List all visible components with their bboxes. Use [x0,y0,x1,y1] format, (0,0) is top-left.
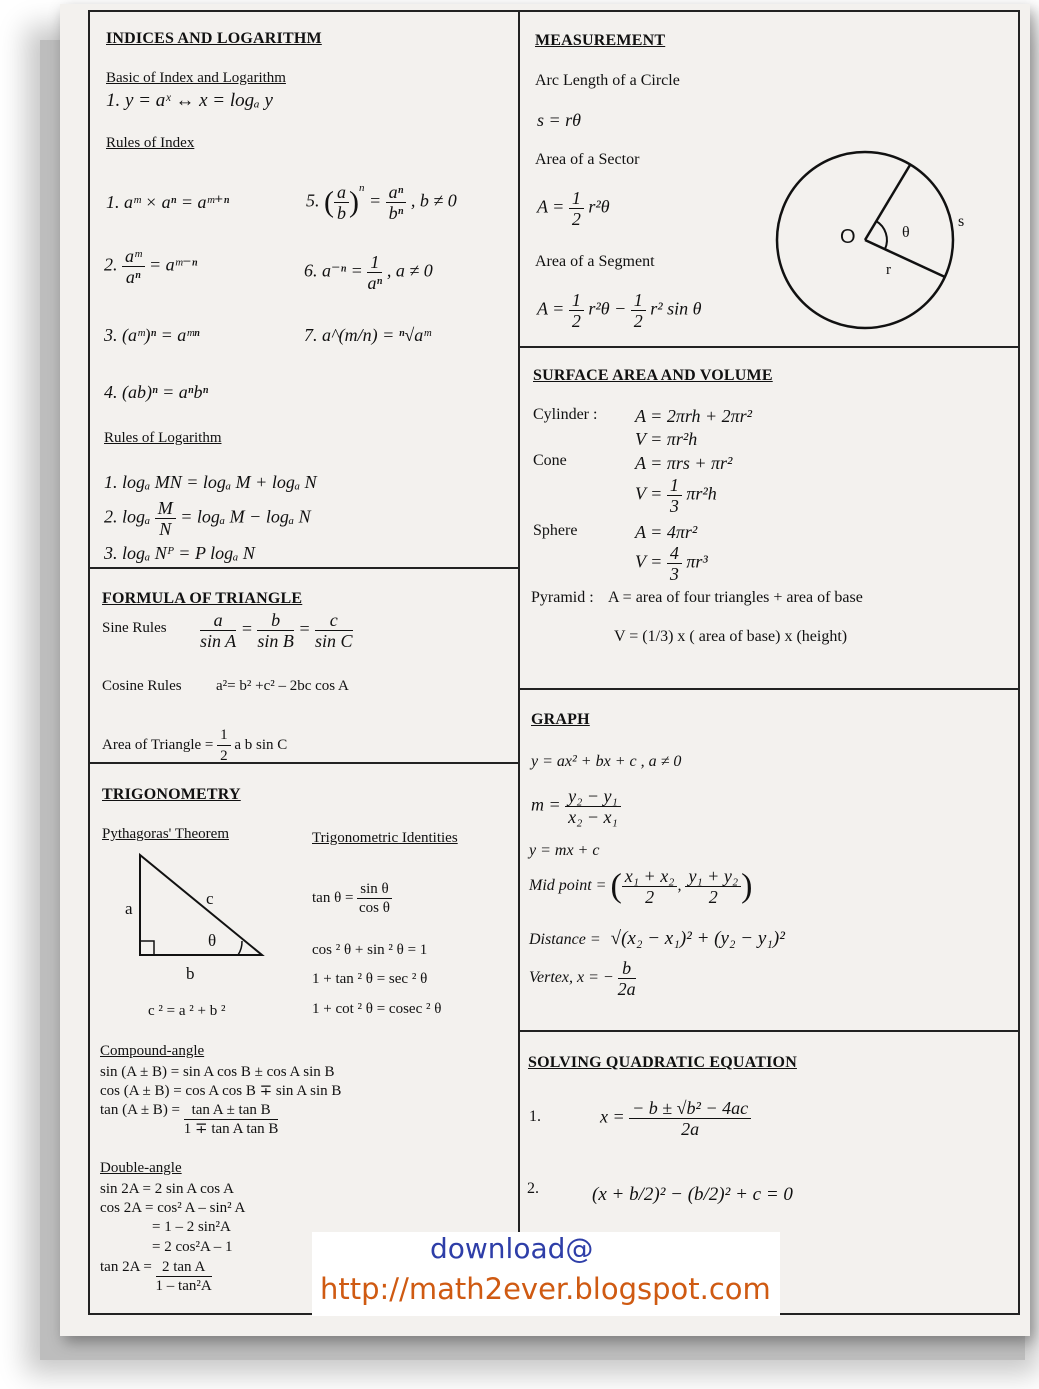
circle-sector-diagram [770,145,960,335]
sector-formula: A = $\frac{1}{2}$ r²θ [537,188,610,229]
indices-title: INDICES AND LOGARITHM [106,30,322,47]
index-rule-2: 2. $\frac{\text{aᵐ}}{\text{aⁿ}}$ = aᵐ⁻ⁿ [104,246,198,287]
quadratic-graph: y = ax² + bx + c , a ≠ 0 [531,753,682,770]
arc-length-formula: s = rθ [537,110,581,130]
pyramid-label: Pyramid : [531,589,594,606]
triangle-area: Area of Triangle = $\frac{1}{2}$ a b sin C [102,727,288,764]
side-a-label: a [125,899,133,918]
index-rule-3: 3. (aᵐ)ⁿ = aᵐⁿ [104,325,200,345]
index-rule-5: 5. ( $\frac{a}{b}$ )$^n$ = $\frac{\text{aⁿ}}{\text{bⁿ}}$ , b ≠ 0 [306,182,457,223]
completing-square: (x + b/2)² − (b/2)² + c = 0 [592,1184,793,1205]
quadratic-title: SOLVING QUADRATIC EQUATION [528,1054,797,1071]
cylinder-label: Cylinder : [533,406,598,423]
triangle-title: FORMULA OF TRIANGLE [102,590,303,607]
divider-indices-triangle [88,567,520,569]
rules-log-title: Rules of Logarithm [104,430,222,446]
column-divider [518,10,520,1315]
circle-angle-label: θ [902,224,910,241]
tan-identity: tan θ = $\frac{\text{sin θ}}{\text{cos θ}}$ [312,881,390,916]
cylinder-area: A = 2πrh + 2πr² [635,406,753,426]
index-rule-4: 4. (ab)ⁿ = aⁿbⁿ [104,382,209,402]
divider-measurement-surface [520,346,1020,348]
sector-title: Area of a Sector [535,151,640,168]
gradient-formula: m = $\frac{\text{y₂ − y₁}}{\text{x₂ − x₁}}$ [531,786,621,827]
cosine-rule-formula: a²= b² +c² – 2bc cos A [216,678,349,694]
compound-cos: cos (A ± B) = cos A cos B ∓ sin A sin B [100,1083,342,1099]
double-sin: sin 2A = 2 sin A cos A [100,1181,234,1197]
compound-angle-title: Compound-angle [100,1043,205,1059]
cylinder-volume: V = πr²h [635,429,698,449]
identity-3: 1 + cot ² θ = cosec ² θ [312,1001,442,1017]
download-label: download@ [430,1232,594,1265]
pythagoras-formula: c ² = a ² + b ² [148,1003,226,1019]
distance-formula: Distance = √(x₂ − x₁)² + (y₂ − y₁)² [529,928,785,949]
cosine-rule-label: Cosine Rules [102,678,182,694]
double-angle-title: Double-angle [100,1160,182,1176]
rules-index-title: Rules of Index [106,135,195,151]
identity-1: cos ² θ + sin ² θ = 1 [312,942,428,958]
cone-volume: V = $\frac{1}{3}$ πr²h [635,475,717,516]
log-rule-3: 3. logₐ Nᴾ = P logₐ N [104,543,255,563]
download-link[interactable]: http://math2ever.blogspot.com [320,1272,771,1306]
circle-arc-label: s [958,213,965,230]
measurement-title: MEASUREMENT [535,32,666,49]
double-tan: tan 2A = $\frac{\text{2 tan A}}{\text{1 – tan²A}}$ [100,1259,212,1294]
pythagoras-title: Pythagoras' Theorem [102,826,229,842]
midpoint-formula: Mid point = ( $\frac{\text{x₁ + x₂}}{2}$ , $\frac{\text{y₁ + y₂}}{2}$ ) [529,866,753,907]
line-equation: y = mx + c [529,842,600,859]
identity-2: 1 + tan ² θ = sec ² θ [312,971,428,987]
right-triangle-diagram [120,845,280,970]
segment-title: Area of a Segment [535,253,655,270]
sine-rule-label: Sine Rules [102,620,167,636]
sphere-volume: V = $\frac{4}{3}$ πr³ [635,543,708,584]
trig-title: TRIGONOMETRY [102,786,241,803]
basic-index-title: Basic of Index and Logarithm [106,70,286,86]
pyramid-area: A = area of four triangles + area of base [608,589,863,606]
segment-formula: A = $\frac{1}{2}$ r²θ − $\frac{1}{2}$ r² sin θ [537,290,702,331]
quadratic-formula: x = $\frac{\text{− b ± √b² − 4ac}}{2a}$ [600,1098,751,1139]
compound-sin: sin (A ± B) = sin A cos B ± cos A sin B [100,1064,335,1080]
log-rule-2: 2. logₐ $\frac{M}{N}$ = logₐ M − logₐ N [104,498,311,539]
quadratic-item-1-number: 1. [529,1108,541,1125]
basic-formula: 1. y = aˣ ↔ x = logₐ y [106,90,273,111]
sphere-label: Sphere [533,522,578,539]
compound-tan: tan (A ± B) = $\frac{\text{tan A ± tan B}}{\text{1 ∓ tan A tan B}}$ [100,1102,279,1137]
arc-length-title: Arc Length of a Circle [535,72,680,89]
index-rule-1: 1. aᵐ × aⁿ = aᵐ⁺ⁿ [106,192,230,212]
side-c-label: c [206,889,214,908]
double-cos-2: = 1 – 2 sin²A [152,1219,231,1235]
double-cos-3: = 2 cos²A – 1 [152,1239,233,1255]
vertex-formula: Vertex, x = − $\frac{b}{2a}$ [529,958,636,999]
side-b-label: b [186,964,195,983]
cone-label: Cone [533,452,567,469]
angle-theta-label: θ [208,931,217,950]
divider-surface-graph [520,688,1020,690]
identities-title: Trigonometric Identities [312,830,458,846]
index-rule-7: 7. a^(m/n) = ⁿ√aᵐ [304,325,431,345]
sphere-area: A = 4πr² [635,522,698,542]
double-cos-1: cos 2A = cos² A – sin² A [100,1200,246,1216]
sine-rule-formula: $\frac{a}{\text{sin A}}$ = $\frac{b}{\text{sin B}}$ = $\frac{c}{\text{sin C}}$ [200,610,353,651]
cone-area: A = πrs + πr² [635,453,733,473]
index-rule-6: 6. a⁻ⁿ = $\frac{1}{\text{aⁿ}}$ , a ≠ 0 [304,252,433,293]
circle-radius-label: r [886,262,891,278]
pyramid-volume: V = (1/3) x ( area of base) x (height) [614,628,848,645]
graph-title: GRAPH [531,711,590,728]
divider-graph-quadratic [520,1030,1020,1032]
log-rule-1: 1. logₐ MN = logₐ M + logₐ N [104,472,317,492]
quadratic-item-2-number: 2. [527,1180,539,1197]
surface-title: SURFACE AREA AND VOLUME [533,367,773,384]
circle-centre-label: O [840,226,856,248]
